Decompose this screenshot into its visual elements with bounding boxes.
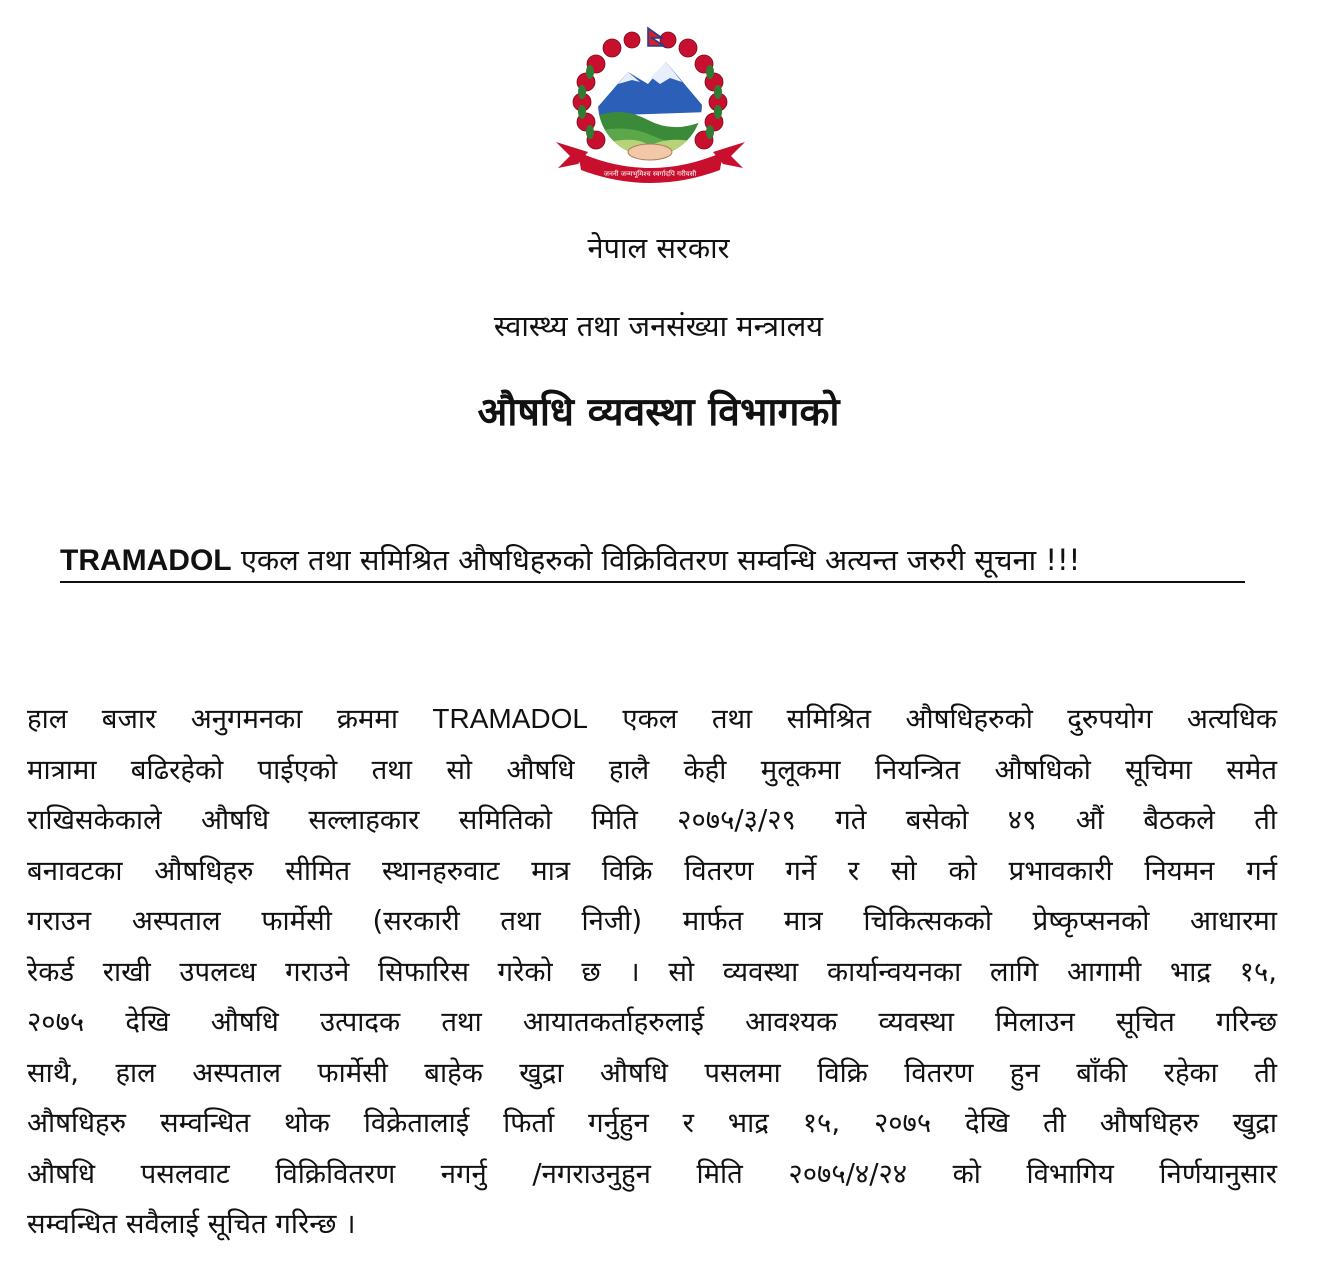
body-line [27, 1149, 1277, 1200]
body-line-text: औषधिहरु सम्वन्धित थोक विक्रेतालाई फिर्ता गर्नुहुन र भाद्र १५, २०७५ देखि ती औषधिहरु खुद्रा [27, 1107, 1277, 1139]
body-line-text: मात्रामा बढिरहेको पाईएको तथा सो औषधि हालै केही मुलूकमा नियन्त्रित औषधिको सूचिमा समेत [27, 753, 1277, 786]
ministry-title: स्वास्थ्य तथा जनसंख्या मन्त्रालय [493, 309, 824, 343]
body-line [27, 846, 1277, 897]
body-line [27, 947, 1277, 998]
body-line-text: सम्वन्धित सवैलाई सूचित गरिन्छ । [27, 1208, 356, 1240]
notice-title-text: एकल तथा समिश्रित औषधिहरुको विक्रिवितरण सम्वन्धि अत्यन्त जरुरी सूचना !!! [231, 543, 1081, 577]
body-line-text: २०७५ देखि औषधि उत्पादक तथा आयातकर्ताहरुलाई आवश्यक व्यवस्था मिलाउन सूचित गरिन्छ [27, 1006, 1277, 1038]
body-line-drug: TRAMADOL [432, 703, 588, 734]
body-line [27, 997, 1277, 1048]
body-line-text: बनावटका औषधिहरु सीमित स्थानहरुवाट मात्र विक्रि वितरण गर्ने र सो को प्रभावकारी नियमन गर्न [27, 854, 1277, 887]
notice-body [27, 694, 1277, 1250]
body-line [27, 896, 1277, 947]
body-line [27, 1098, 1277, 1149]
body-line-text: हाल बजार अनुगमनका क्रममा [27, 703, 433, 735]
body-line-text: रेकर्ड राखी उपलव्ध गराउने सिफारिस गरेको छ । सो व्यवस्था कार्यान्वयनका लागि आगामी भाद्र १५, [27, 955, 1277, 988]
notice-title [60, 540, 1245, 583]
body-line-text: औषधि पसलवाट विक्रिवितरण नगर्नु /नगराउनुहुन मिति २०७५/४/२४ को विभागिय निर्णयानुसार [27, 1157, 1277, 1190]
government-title: नेपाल सरकार [587, 231, 730, 265]
body-line [27, 1199, 1277, 1250]
body-line-text: एकल तथा समिश्रित औषधिहरुको दुरुपयोग अत्यधिक [587, 703, 1277, 735]
notice-title-drug: TRAMADOL [60, 544, 232, 577]
department-title: औषधि व्यवस्था विभागको [477, 390, 840, 435]
body-line [27, 795, 1277, 846]
body-line-text: साथै, हाल अस्पताल फार्मेसी बाहेक खुद्रा औषधि पसलमा विक्रि वितरण हुन बाँकी रहेका ती [27, 1056, 1277, 1089]
body-line [27, 1048, 1277, 1099]
nepal-government-emblem [548, 24, 753, 184]
body-line-text: राखिसकेकाले औषधि सल्लाहकार समितिको मिति २०७५/३/२९ गते बसेको ४९ औं बैठकले ती [27, 804, 1277, 836]
emblem-motto: जननी जन्मभूमिश्च स्वर्गादपि गरीयसी [603, 170, 697, 178]
body-line [27, 745, 1277, 796]
body-line [27, 694, 1277, 745]
body-line-text: गराउन अस्पताल फार्मेसी (सरकारी तथा निजी) मार्फत मात्र चिकित्सकको प्रेष्कृप्सनको आधारमा [27, 905, 1277, 937]
